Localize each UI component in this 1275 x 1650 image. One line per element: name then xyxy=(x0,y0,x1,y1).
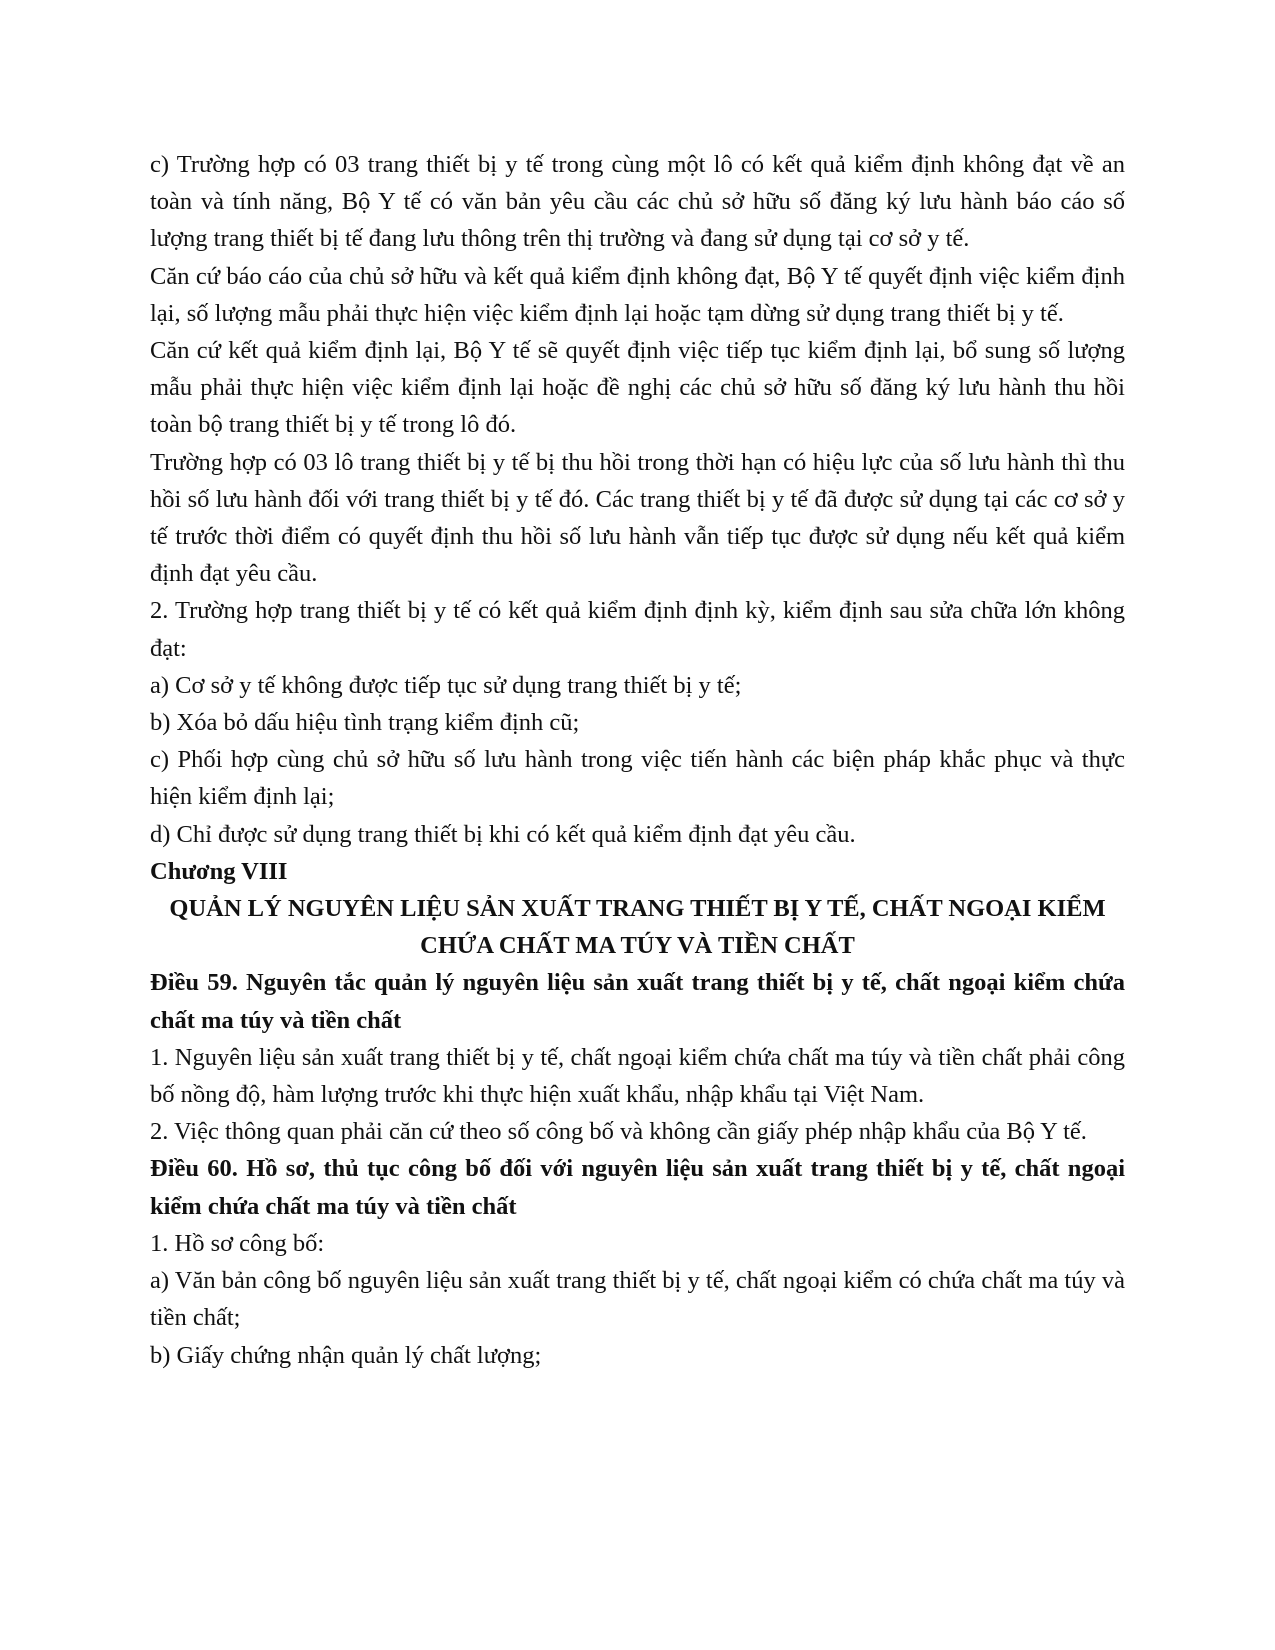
document-body xyxy=(150,146,1125,1374)
article-59-item-2: 2. Việc thông quan phải căn cứ theo số công bố và không cần giấy phép nhập khẩu của Bộ Y tế. xyxy=(150,1118,1087,1146)
list-item-d: d) Chỉ được sử dụng trang thiết bị khi có kết quả kiểm định đạt yêu cầu. xyxy=(150,820,856,848)
article-60-heading: Điều 60. Hồ sơ, thủ tục công bố đối với nguyên liệu sản xuất trang thiết bị y tế, chất ngoại kiểm chứa chất ma túy và tiền chất xyxy=(150,1155,1125,1220)
article-59-heading: Điều 59. Nguyên tắc quản lý nguyên liệu sản xuất trang thiết bị y tế, chất ngoại kiểm chứa chất ma túy và tiền chất xyxy=(150,969,1125,1034)
list-item-b: b) Xóa bỏ dấu hiệu tình trạng kiểm định cũ; xyxy=(150,709,580,737)
paragraph-three-lots-recalled: Trường hợp có 03 lô trang thiết bị y tế bị thu hồi trong thời hạn có hiệu lực của số lưu hành thì thu hồi số lưu hành đối với trang thiết bị y tế đó. Các trang thiết bị y tế đã được sử dụng tại các cơ sở y tế trước thời điểm có quyết định thu hồi số lưu hành vẫn tiếp tục được sử dụng nếu kết quả kiểm định đạt yêu cầu. xyxy=(150,448,1125,588)
paragraph-c-three-devices: c) Trường hợp có 03 trang thiết bị y tế trong cùng một lô có kết quả kiểm định không đạt về an toàn và tính năng, Bộ Y tế có văn bản yêu cầu các chủ sở hữu số đăng ký lưu hành báo cáo số lượng trang thiết bị tế đang lưu thông trên thị trường và đang sử dụng tại cơ sở y tế. xyxy=(150,151,1125,253)
article-60-item-1: 1. Hồ sơ công bố: xyxy=(150,1229,325,1257)
paragraph-item-2-periodic-inspection: 2. Trường hợp trang thiết bị y tế có kết quả kiểm định định kỳ, kiểm định sau sửa chữa lớn không đạt: xyxy=(150,597,1125,662)
list-item-c: c) Phối hợp cùng chủ sở hữu số lưu hành trong việc tiến hành các biện pháp khắc phục và thực hiện kiểm định lại; xyxy=(150,746,1125,811)
paragraph-based-on-owner-report: Căn cứ báo cáo của chủ sở hữu và kết quả kiểm định không đạt, Bộ Y tế quyết định việc kiểm định lại, số lượng mẫu phải thực hiện việc kiểm định lại hoặc tạm dừng sử dụng trang thiết bị y tế. xyxy=(150,262,1125,327)
article-59-item-1: 1. Nguyên liệu sản xuất trang thiết bị y tế, chất ngoại kiểm chứa chất ma túy và tiền chất phải công bố nồng độ, hàm lượng trước khi thực hiện xuất khẩu, nhập khẩu tại Việt Nam. xyxy=(150,1043,1125,1109)
chapter-title: QUẢN LÝ NGUYÊN LIỆU SẢN XUẤT TRANG THIẾT BỊ Y TẾ, CHẤT NGOẠI KIỂM CHỨA CHẤT MA TÚY VÀ TIỀN CHẤT xyxy=(169,895,1106,960)
article-60-item-a: a) Văn bản công bố nguyên liệu sản xuất trang thiết bị y tế, chất ngoại kiểm có chứa chất ma túy và tiền chất; xyxy=(150,1267,1125,1332)
article-60-item-b: b) Giấy chứng nhận quản lý chất lượng; xyxy=(150,1341,542,1369)
paragraph-based-on-reinspection: Căn cứ kết quả kiểm định lại, Bộ Y tế sẽ quyết định việc tiếp tục kiểm định lại, bổ sung số lượng mẫu phải thực hiện việc kiểm định lại hoặc đề nghị các chủ sở hữu số đăng ký lưu hành thu hồi toàn bộ trang thiết bị y tế trong lô đó. xyxy=(150,337,1125,439)
chapter-label: Chương VIII xyxy=(150,857,288,885)
list-item-a: a) Cơ sở y tế không được tiếp tục sử dụng trang thiết bị y tế; xyxy=(150,671,742,699)
